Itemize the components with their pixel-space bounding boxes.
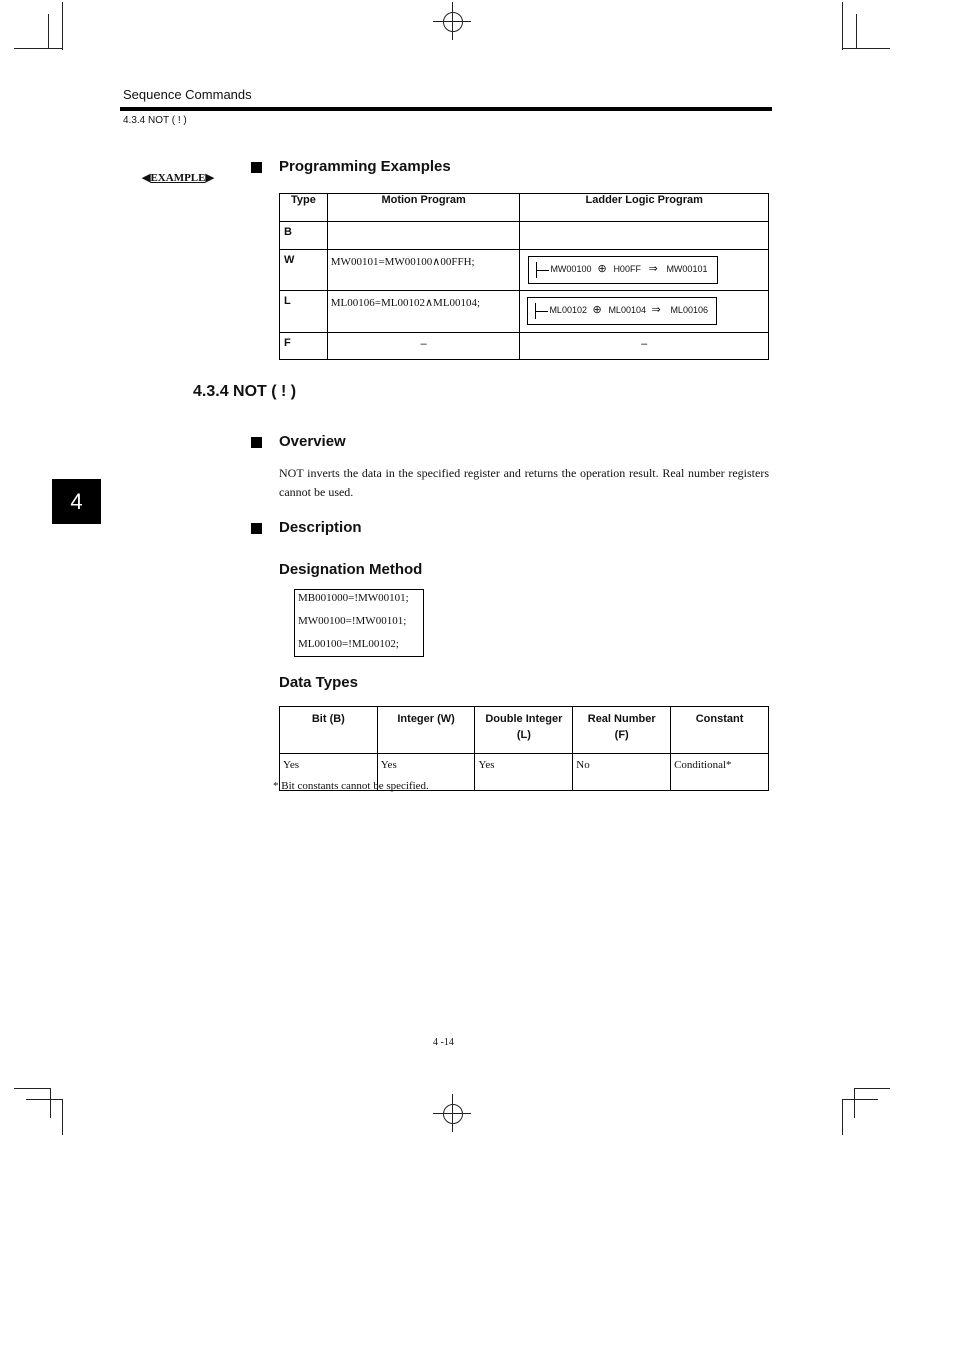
example-label: EXAMPLE [150,172,206,184]
designation-line: ML00100=!ML00102; [298,638,399,650]
header-rule [120,107,772,111]
designation-method-heading: Designation Method [279,561,423,578]
table-row [280,222,769,250]
ladder-destination: ML00106 [670,305,708,315]
heading-bullet-icon [251,162,262,173]
right-triangle-icon: ▶ [205,172,214,184]
table-cell: No [573,754,671,791]
designation-line: MW00100=!MW00101; [298,615,407,627]
arrow-icon: ⇒ [648,263,658,275]
overview-text: NOT inverts the data in the specified register and returns the operation result. Real number registers cannot be used. [279,466,769,499]
ladder-destination: MW00101 [666,264,708,274]
data-types-heading: Data Types [279,674,358,691]
designation-method-box [294,589,424,657]
left-triangle-icon: ◀ [142,172,151,184]
chapter-side-tab: 4 [52,479,101,524]
data-types-table [279,706,769,791]
heading-bullet-icon [251,437,262,448]
ladder-cell: – [520,333,769,360]
ladder-line [535,311,548,312]
column-header: Constant [671,707,769,754]
table-header-row [280,707,769,754]
table-row [280,291,769,333]
column-header: Integer (W) [377,707,475,754]
example-tag [142,171,214,184]
heading-bullet-icon [251,523,262,534]
table-cell: Yes [377,754,475,791]
type-cell: L [280,291,328,333]
type-cell: B [280,222,328,250]
ladder-line [536,270,549,271]
table-row [280,250,769,291]
footnote: * Bit constants cannot be specified. [273,780,429,792]
motion-cell: MW00101=MW00100∧00FFH; [327,250,520,291]
ladder-cell [520,222,769,250]
table-header-row [280,194,769,222]
ladder-cell [520,250,769,291]
column-header: Double Integer (L) [475,707,573,754]
section-title: 4.3.4 NOT ( ! ) [193,383,297,400]
motion-cell [327,222,520,250]
type-cell: F [280,333,328,360]
column-header: Motion Program [327,194,520,222]
ladder-operand: ML00104 [608,305,646,315]
table-cell: Conditional* [671,754,769,791]
chapter-title: Sequence Commands [123,87,252,102]
page-number: 4 -14 [433,1037,454,1048]
ladder-cell [520,291,769,333]
table-row [280,333,769,360]
table-cell: Yes [280,754,378,791]
programming-examples-table [279,193,769,360]
column-header: Bit (B) [280,707,378,754]
motion-cell: ML00106=ML00102∧ML00104; [327,291,520,333]
arrow-icon: ⇒ [651,304,661,316]
column-header: Real Number (F) [573,707,671,754]
type-cell: W [280,250,328,291]
designation-line: MB001000=!MW00101; [298,592,409,604]
motion-cell: – [327,333,520,360]
description-heading: Description [279,519,362,536]
ladder-diagram [528,256,718,284]
column-header: Type [280,194,328,222]
ladder-diagram [527,297,717,325]
ladder-operand: ML00102 [549,305,587,315]
section-reference: 4.3.4 NOT ( ! ) [123,115,187,126]
ladder-operand: H00FF [613,264,641,274]
ladder-operand: MW00100 [550,264,592,274]
xor-operator-icon: ⊕ [597,263,607,275]
table-cell: Yes [475,754,573,791]
column-header: Ladder Logic Program [520,194,769,222]
overview-heading: Overview [279,433,346,450]
programming-examples-heading: Programming Examples [279,158,451,175]
xor-operator-icon: ⊕ [592,304,602,316]
